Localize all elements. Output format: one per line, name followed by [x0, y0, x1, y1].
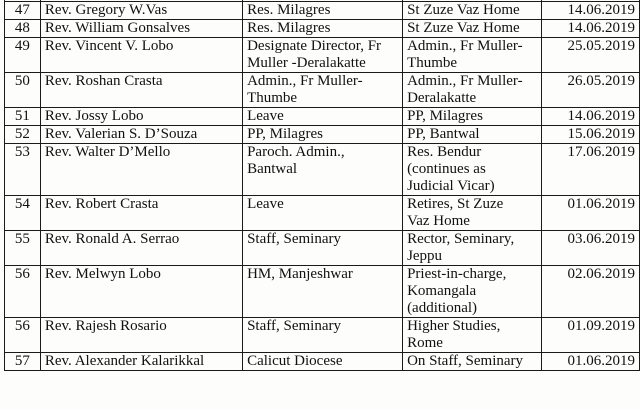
- cell-no: 49: [5, 38, 41, 73]
- cell-from: Res. Milagres: [243, 20, 403, 38]
- cell-to: On Staff, Seminary: [403, 353, 542, 371]
- cell-from: PP, Milagres: [243, 126, 403, 144]
- cell-name: Rev. Alexander Kalarikkal: [40, 353, 242, 371]
- cell-date: 25.05.2019: [542, 38, 640, 73]
- cell-date: 01.06.2019: [542, 353, 640, 371]
- cell-date: 01.09.2019: [542, 318, 640, 353]
- table-row: [5, 73, 640, 108]
- table-row: [5, 126, 640, 144]
- table-row: [5, 144, 640, 196]
- table-row: [5, 2, 640, 20]
- cell-to: PP, Bantwal: [403, 126, 542, 144]
- cell-name: Rev. William Gonsalves: [40, 20, 242, 38]
- cell-no: 50: [5, 73, 41, 108]
- cell-date: 14.06.2019: [542, 20, 640, 38]
- cell-name: Rev. Jossy Lobo: [40, 108, 242, 126]
- cell-name: Rev. Melwyn Lobo: [40, 266, 242, 318]
- cell-to: Res. Bendur (continues as Judicial Vicar): [403, 144, 542, 196]
- cell-from: Leave: [243, 108, 403, 126]
- cell-name: Rev. Robert Crasta: [40, 196, 242, 231]
- cell-to: PP, Milagres: [403, 108, 542, 126]
- cell-date: 14.06.2019: [542, 108, 640, 126]
- cell-date: 01.06.2019: [542, 196, 640, 231]
- cell-no: 53: [5, 144, 41, 196]
- cell-no: 54: [5, 196, 41, 231]
- cell-to: St Zuze Vaz Home: [403, 20, 542, 38]
- cell-name: Rev. Ronald A. Serrao: [40, 231, 242, 266]
- transfers-table: [4, 0, 640, 371]
- cell-from: Calicut Diocese: [243, 353, 403, 371]
- cell-from: Designate Director, Fr Muller -Deralakatte: [243, 38, 403, 73]
- cell-from: Admin., Fr Muller- Thumbe: [243, 73, 403, 108]
- cell-date: 26.05.2019: [542, 73, 640, 108]
- cell-from: HM, Manjeshwar: [243, 266, 403, 318]
- cell-no: 57: [5, 353, 41, 371]
- cell-to: Rector, Seminary, Jeppu: [403, 231, 542, 266]
- cell-name: Rev. Walter D’Mello: [40, 144, 242, 196]
- cell-name: Rev. Roshan Crasta: [40, 73, 242, 108]
- cell-from: Staff, Seminary: [243, 318, 403, 353]
- transfers-table-body: [5, 0, 640, 371]
- table-row: [5, 231, 640, 266]
- cell-name: Rev. Rajesh Rosario: [40, 318, 242, 353]
- cell-from: Staff, Seminary: [243, 231, 403, 266]
- cell-date: 15.06.2019: [542, 126, 640, 144]
- cell-to: Retires, St Zuze Vaz Home: [403, 196, 542, 231]
- cell-to: Admin., Fr Muller- Deralakatte: [403, 73, 542, 108]
- cell-no: 56: [5, 318, 41, 353]
- cell-to: Admin., Fr Muller- Thumbe: [403, 38, 542, 73]
- cell-date: 14.06.2019: [542, 2, 640, 20]
- table-row: [5, 20, 640, 38]
- cell-no: 48: [5, 20, 41, 38]
- cell-to: Higher Studies, Rome: [403, 318, 542, 353]
- cell-no: 51: [5, 108, 41, 126]
- cell-from: Leave: [243, 196, 403, 231]
- cell-no: 47: [5, 2, 41, 20]
- cell-from: Res. Milagres: [243, 2, 403, 20]
- cell-no: 52: [5, 126, 41, 144]
- cell-date: 03.06.2019: [542, 231, 640, 266]
- table-row: [5, 318, 640, 353]
- table-row: [5, 196, 640, 231]
- cell-no: 56: [5, 266, 41, 318]
- cell-date: 02.06.2019: [542, 266, 640, 318]
- cell-name: Rev. Gregory W.Vas: [40, 2, 242, 20]
- cell-to: Priest-in-charge, Komangala (additional): [403, 266, 542, 318]
- table-row: [5, 353, 640, 371]
- cell-name: Rev. Valerian S. D’Souza: [40, 126, 242, 144]
- cell-name: Rev. Vincent V. Lobo: [40, 38, 242, 73]
- cell-no: 55: [5, 231, 41, 266]
- table-row: [5, 266, 640, 318]
- table-row: [5, 108, 640, 126]
- table-row: [5, 38, 640, 73]
- cell-date: 17.06.2019: [542, 144, 640, 196]
- cell-to: St Zuze Vaz Home: [403, 2, 542, 20]
- cell-from: Paroch. Admin., Bantwal: [243, 144, 403, 196]
